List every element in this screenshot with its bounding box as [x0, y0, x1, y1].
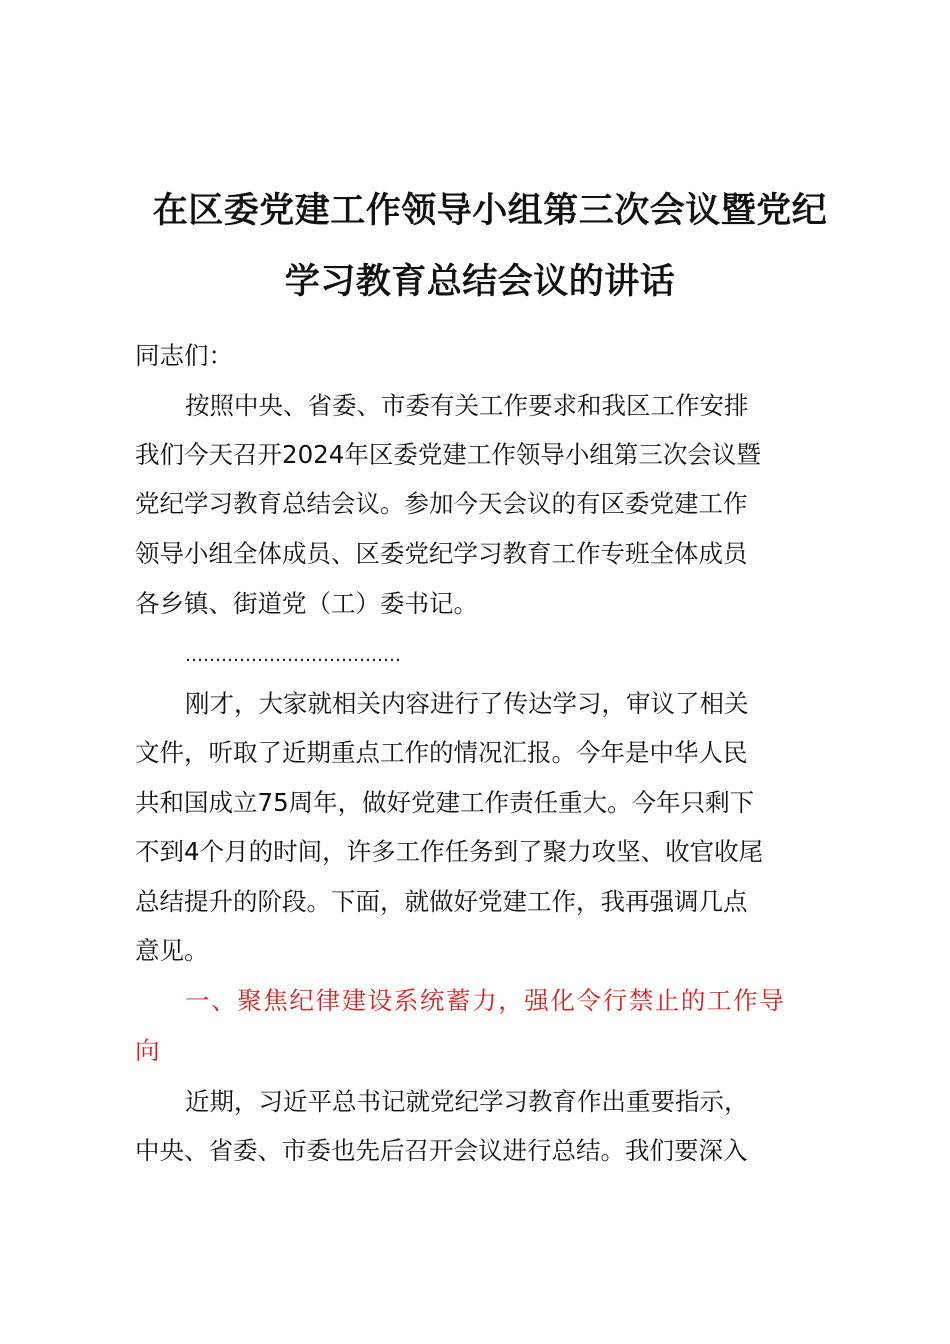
paragraph-3-line-2: 中央、省委、市委也先后召开会议进行总结。我们要深入: [135, 1136, 748, 1165]
section-heading-1-line-2: 向: [135, 1036, 162, 1065]
document-title-line-1: 在区委党建工作领导小组第三次会议暨党纪: [152, 191, 828, 231]
salutation: 同志们：: [135, 341, 233, 370]
paragraph-2-line-3: 共和国成立75周年，做好党建工作责任重大。今年只剩下: [135, 788, 755, 817]
paragraph-2-line-6: 意见。: [135, 936, 209, 965]
paragraph-2-line-5: 总结提升的阶段。下面，就做好党建工作，我再强调几点: [135, 887, 748, 916]
paragraph-2-line-4: 不到4个月的时间，许多工作任务到了聚力攻坚、收官收尾: [135, 837, 764, 866]
paragraph-1-line-2: 我们今天召开2024年区委党建工作领导小组第三次会议暨: [135, 440, 761, 469]
paragraph-1-line-4: 领导小组全体成员、区委党纪学习教育工作专班全体成员: [135, 539, 748, 568]
section-heading-1-line-1: 一、聚焦纪律建设系统蓄力，强化令行禁止的工作导: [185, 986, 786, 1015]
paragraph-1-line-5: 各乡镇、街道党（工）委书记。: [135, 589, 478, 618]
paragraph-2-line-2: 文件，听取了近期重点工作的情况汇报。今年是中华人民: [135, 738, 748, 767]
paragraph-1-line-1: 按照中央、省委、市委有关工作要求和我区工作安排: [185, 391, 749, 420]
ellipsis: ………………………………: [185, 645, 401, 666]
document-title-line-2: 学习教育总结会议的讲话: [284, 262, 676, 302]
paragraph-3-line-1: 近期，习近平总书记就党纪学习教育作出重要指示，: [185, 1087, 749, 1116]
paragraph-2-line-1: 刚才，大家就相关内容进行了传达学习，审议了相关: [185, 689, 749, 718]
paragraph-1-line-3: 党纪学习教育总结会议。参加今天会议的有区委党建工作: [135, 489, 748, 518]
